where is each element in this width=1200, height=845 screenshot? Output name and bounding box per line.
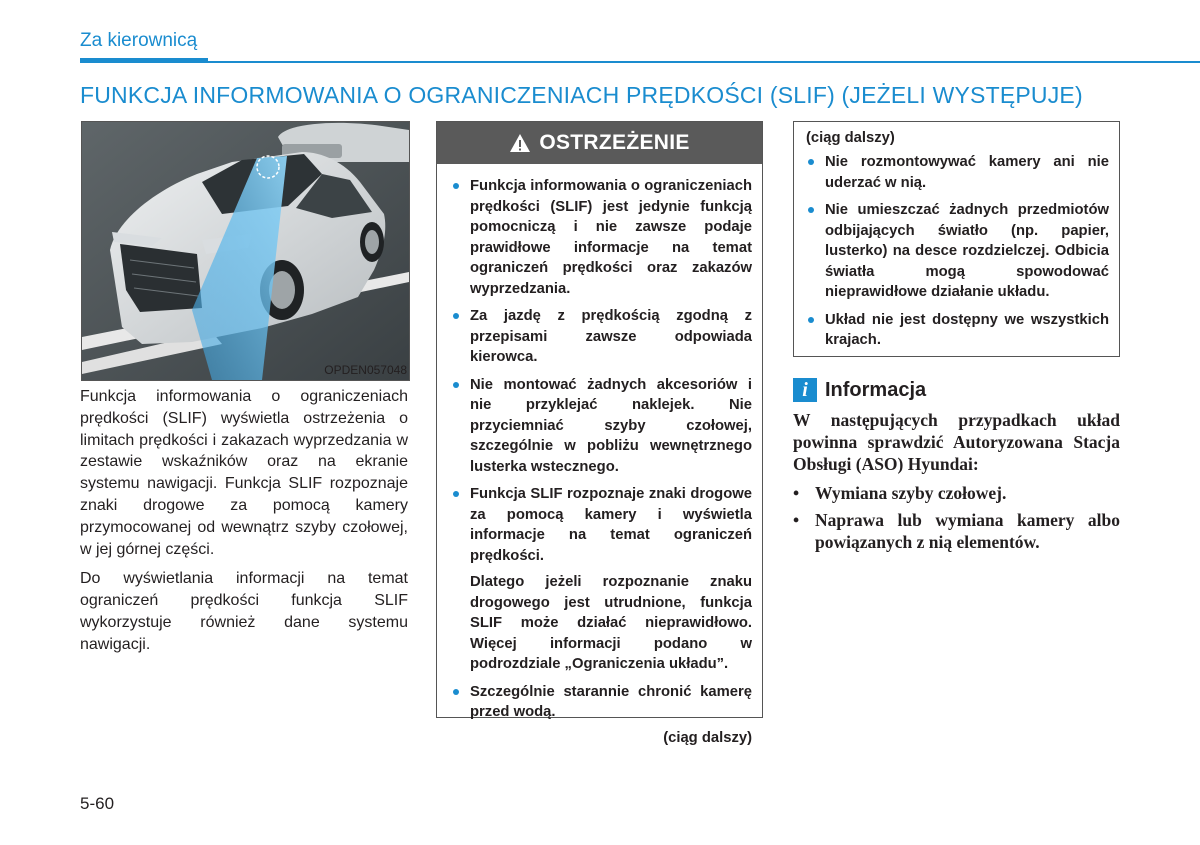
warning-triangle-icon <box>509 133 531 153</box>
warning-item: Układ nie jest dostępny we wszystkich krajach. <box>806 310 1109 351</box>
figure-code: OPDEN057048 <box>324 363 407 377</box>
warning-item <box>451 484 752 675</box>
car-camera-illustration <box>81 121 410 381</box>
warning-item: Szczególnie starannie chronić kamerę przed wodą. <box>451 682 752 723</box>
warning-item: Funkcja informowania o ograniczeniach prędkości (SLIF) jest jedynie funkcją pomocniczą i nie zawsze podaje prawidłowe informacje na temat ograniczeń prędkości oraz zakazów wyprzedzania. <box>451 176 752 299</box>
warning-item: Nie rozmontowywać kamery ani nie uderzać w nią. <box>806 152 1109 193</box>
warning-list <box>451 176 752 723</box>
intro-text <box>80 386 408 664</box>
info-item: • Wymiana szyby czołowej. <box>793 483 1120 505</box>
continued-from-label: (ciąg dalszy) <box>806 130 895 146</box>
page-title: FUNKCJA INFORMOWANIA O OGRANICZENIACH PRĘDKOŚCI (SLIF) (JEŻELI WYSTĘPUJE) <box>80 82 1083 108</box>
warning-continuation-box <box>793 121 1120 357</box>
car-illustration-svg <box>82 122 409 380</box>
info-body <box>793 410 1120 559</box>
continuation-list <box>806 152 1109 351</box>
info-intro: W następujących przypadkach układ powinna sprawdzić Autoryzowana Stacja Obsługi (ASO) Hyundai: <box>793 410 1120 474</box>
info-icon: i <box>793 378 817 402</box>
warning-item: Nie umieszczać żadnych przedmiotów odbijających światło (np. papier, lusterko) na desce rozdzielczej. Odbicia światła mogą spowodować nieprawidłowe działanie układu. <box>806 200 1109 303</box>
warning-item: Nie montować żadnych akcesoriów i nie przyklejać naklejek. Nie przyciemniać szyby czołowej, szczególnie w pobliżu wewnętrznego lusterka wstecznego. <box>451 375 752 478</box>
section-label: Za kierownicą <box>80 30 198 51</box>
warning-item-text: Funkcja SLIF rozpoznaje znaki drogowe za pomocą kamery i wyświetla informacje na temat ograniczeń prędkości. <box>470 486 752 564</box>
info-heading <box>793 378 926 402</box>
info-list <box>793 483 1120 553</box>
warning-title: OSTRZEŻENIE <box>539 131 690 154</box>
warning-header <box>437 122 762 164</box>
info-item: • Naprawa lub wymiana kamery albo powiązanych z nią elementów. <box>793 510 1120 554</box>
intro-paragraph: Funkcja informowania o ograniczeniach prędkości (SLIF) wyświetla ostrzeżenia o limitach prędkości i zakazach wyprzedzania w zestawie wskaźników oraz na ekranie systemu nawigacji. Funkcja SLIF rozpoznaje znaki drogowe za pomocą kamery przymocowanej od wewnątrz szyby czołowej, w jej górnej części. <box>80 388 408 558</box>
continued-label: (ciąg dalszy) <box>663 729 752 746</box>
warning-box <box>436 121 763 746</box>
page-number: 5-60 <box>80 794 115 813</box>
header-rule <box>80 61 1200 63</box>
warning-item: Za jazdę z prędkością zgodną z przepisami zawsze odpowiada kierowca. <box>451 306 752 368</box>
info-title: Informacja <box>825 378 927 401</box>
intro-paragraph: Do wyświetlania informacji na temat ograniczeń prędkości funkcja SLIF wykorzystuje również dane systemu nawigacji. <box>80 570 408 653</box>
warning-item-extra: Dlatego jeżeli rozpoznanie znaku drogowego jest utrudnione, funkcja SLIF może działać nieprawidłowo. Więcej informacji podano w podrozdziale „Ograniczenia układu”. <box>470 574 752 672</box>
